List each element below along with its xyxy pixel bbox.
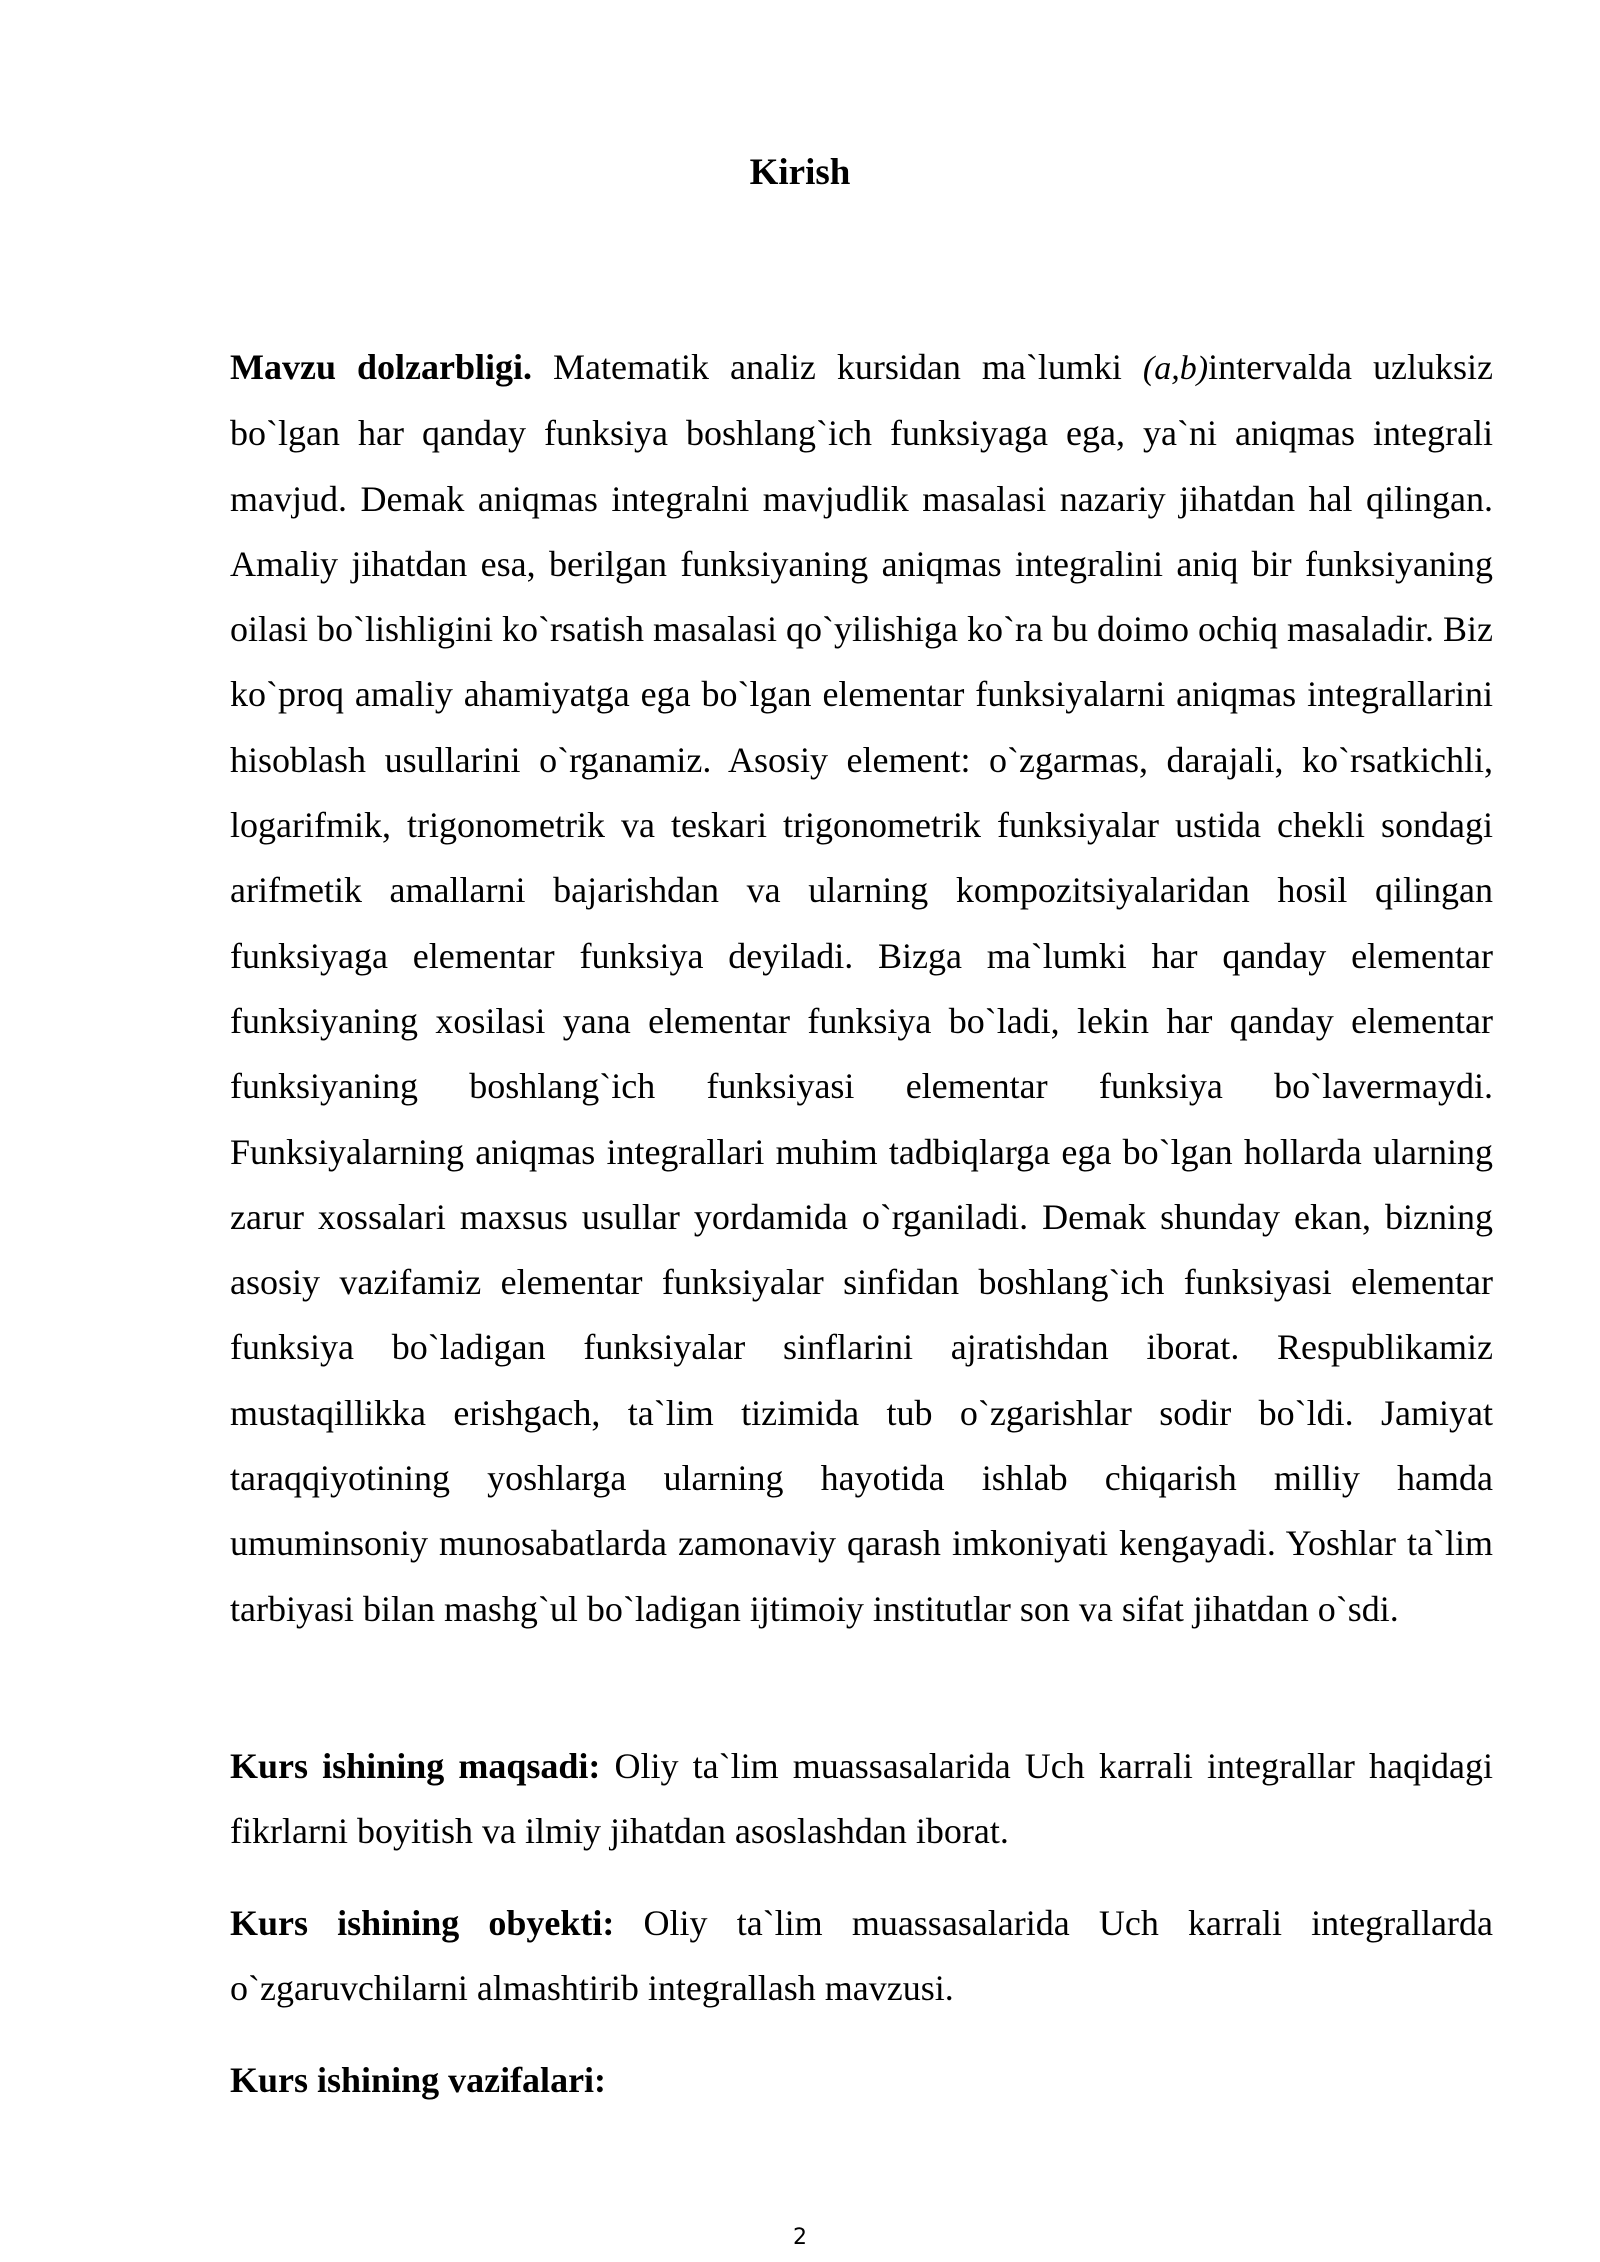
goal-paragraph (230, 1734, 1493, 1864)
intro-paragraph (230, 335, 1493, 1642)
page-title: Kirish (749, 152, 851, 193)
goal-text: Oliy ta`lim muassasalarida Uch karrali integrallar haqidagi fikrlarni boyitish va ilmiy jihatdan asoslashdan iborat. (230, 1746, 1494, 1851)
intro-text-start: Matematik analiz kursidan ma`lumki (532, 347, 1143, 387)
intro-text: intervalda uzluksiz bo`lgan har qanday funksiya boshlang`ich funksiyaga ega, ya`ni aniqmas integrali mavjud. Demak aniqmas integralni mavjudlik masalasi nazariy jihatdan hal qilingan. Amaliy jihatdan esa, berilgan funksiyaning aniqmas integralini aniq bir funksiyaning oilasi bo`lishligini ko`rsatish masalasi qo`yilishiga ko`ra bu doimo ochiq masaladir. Biz ko`proq amaliy ahamiyatga ega bo`lgan elementar funksiyalarni aniqmas integrallarini hisoblash usullarini o`rganamiz. Asosiy element: o`zgarmas, darajali, ko`rsatkichli, logarifmik, trigonometrik va teskari trigonometrik funksiyalar ustida chekli sondagi arifmetik amallarni bajarishdan va ularning kompozitsiyalaridan hosil qilingan funksiyaga elementar funksiya deyiladi. Bizga ma`lumki har qanday elementar funksiyaning xosilasi yana elementar funksiya bo`ladi, lekin har qanday elementar funksiyaning boshlang`ich funksiyasi elementar funksiya bo`lavermaydi. Funksiyalarning aniqmas integrallari muhim tadbiqlarga ega bo`lgan hollarda ularning zarur xossalari maxsus usullar yordamida o`rganiladi. Demak shunday ekan, bizning asosiy vazifamiz elementar funksiyalar sinfidan boshlang`ich funksiyasi elementar funksiya bo`ladigan funksiyalar sinflarini ajratishdan iborat. Respublikamiz mustaqillikka erishgach, ta`lim tizimida tub o`zgarishlar sodir bo`ldi. Jamiyat taraqqiyotining yoshlarga ularning hayotida ishlab chiqarish milliy hamda umuminsoniy munosabatlarda zamonaviy qarash imkoniyati kengayadi. Yoshlar ta`lim tarbiyasi bilan mashg`ul bo`ladigan ijtimoiy institutlar son va sifat jihatdan o`sdi. (230, 347, 1493, 1629)
goal-label: Kurs ishining maqsadi: (230, 1746, 601, 1786)
object-text: Oliy ta`lim muassasalarida Uch karrali integrallarda o`zgaruvchilarni almashtirib integrallash mavzusi. (230, 1903, 1493, 2008)
tasks-paragraph (230, 2048, 1493, 2113)
interval-formula: (a,b) (1142, 350, 1209, 387)
tasks-label: Kurs ishining vazifalari: (230, 2060, 607, 2100)
object-label: Kurs ishining obyekti: (230, 1903, 615, 1943)
intro-label: Mavzu dolzarbligi. (230, 347, 532, 387)
page-number: 2 (793, 2225, 807, 2250)
object-paragraph (230, 1891, 1493, 2021)
